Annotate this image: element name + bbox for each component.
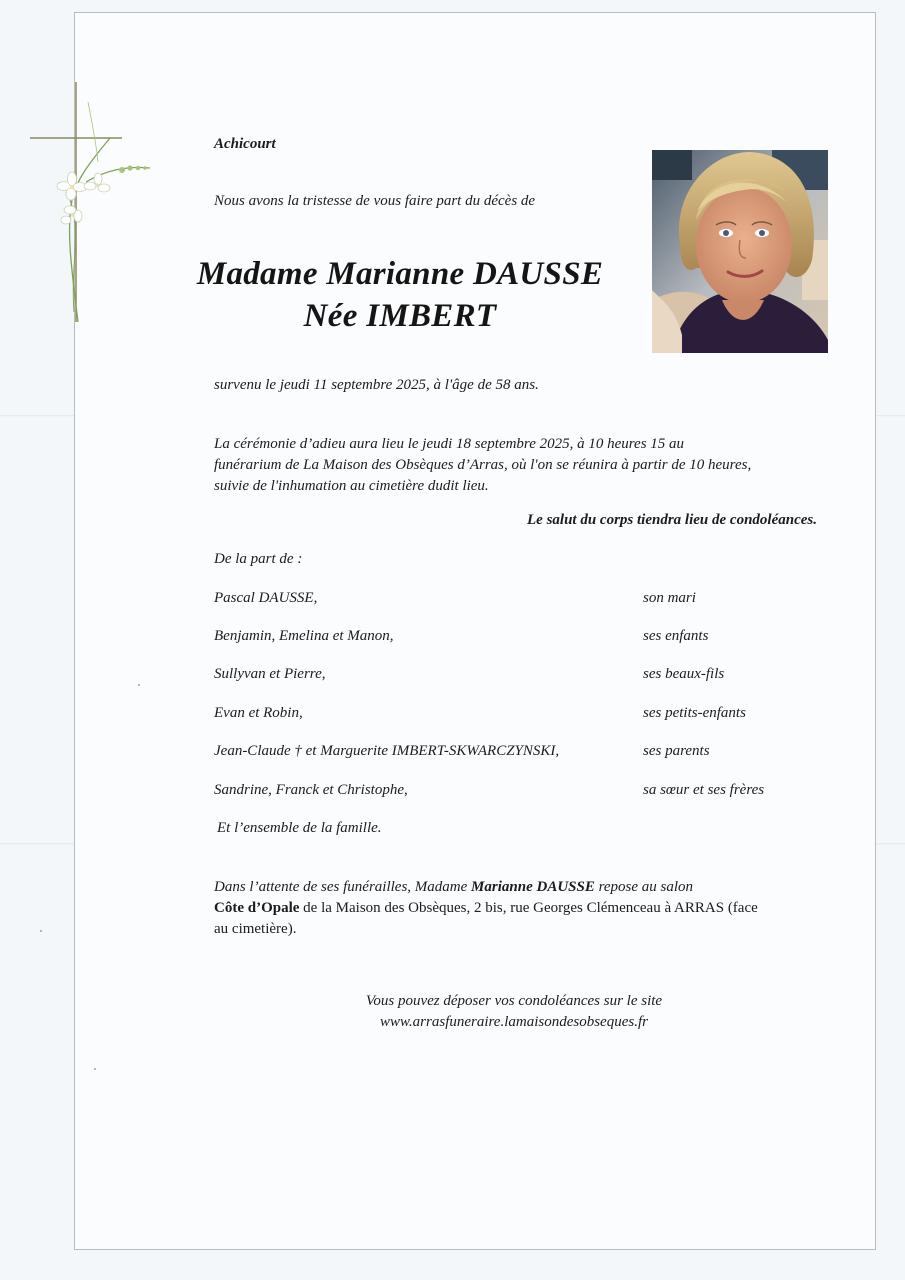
family-member-relation: ses petits-enfants bbox=[643, 705, 746, 721]
reposing-paragraph bbox=[214, 877, 824, 940]
family-member-name: Benjamin, Emelina et Manon, bbox=[214, 628, 394, 644]
ceremony-line: suivie de l'inhumation au cimetière dudit lieu. bbox=[214, 478, 489, 494]
salon-name: Côte d’Opale bbox=[214, 900, 300, 916]
ceremony-line: La cérémonie d’adieu aura lieu le jeudi 18 septembre 2025, à 10 heures 15 au bbox=[214, 436, 685, 452]
family-member-name: Sullyvan et Pierre, bbox=[214, 666, 326, 682]
family-member-relation: sa sœur et ses frères bbox=[643, 782, 765, 798]
reposing-text: repose au salon bbox=[594, 879, 694, 895]
condolences-note: Le salut du corps tiendra lieu de condoléances. bbox=[527, 512, 817, 528]
family-member-name: Evan et Robin, bbox=[214, 705, 303, 721]
maiden-name: Née IMBERT bbox=[303, 298, 497, 334]
family-member-relation: ses parents bbox=[643, 743, 710, 759]
whole-family-text: Et l’ensemble de la famille. bbox=[217, 820, 382, 836]
from-label: De la part de : bbox=[214, 551, 303, 567]
family-member-name: Pascal DAUSSE, bbox=[214, 590, 318, 606]
family-member-name: Jean-Claude † et Marguerite IMBERT-SKWARCZYNSKI, bbox=[214, 743, 560, 759]
reposing-text: Dans l’attente de ses funérailles, Madame bbox=[214, 879, 472, 895]
scan-speck bbox=[94, 1068, 96, 1070]
reposing-name: Marianne DAUSSE bbox=[471, 879, 595, 895]
deceased-name: Madame Marianne DAUSSE bbox=[196, 256, 604, 292]
portrait-photo bbox=[652, 150, 828, 353]
scan-speck bbox=[40, 930, 42, 932]
intro-text: Nous avons la tristesse de vous faire part du décès de bbox=[214, 193, 536, 209]
condolences-website-link[interactable]: www.arrasfuneraire.lamaisondesobseques.fr bbox=[380, 1014, 648, 1030]
place-name: Achicourt bbox=[214, 136, 276, 152]
family-member-relation: ses enfants bbox=[643, 628, 709, 644]
online-condolences-text: Vous pouvez déposer vos condoléances sur le site bbox=[365, 993, 663, 1009]
reposing-address: au cimetière). bbox=[214, 921, 297, 937]
ceremony-paragraph bbox=[214, 434, 824, 497]
family-member-relation: ses beaux-fils bbox=[643, 666, 725, 682]
family-member-name: Sandrine, Franck et Christophe, bbox=[214, 782, 408, 798]
scan-speck bbox=[138, 684, 140, 686]
ceremony-line: funérarium de La Maison des Obsèques d’Arras, où l'on se réunira à partir de 10 heures, bbox=[214, 457, 752, 473]
death-date-text: survenu le jeudi 11 septembre 2025, à l'âge de 58 ans. bbox=[214, 377, 539, 393]
family-member-relation: son mari bbox=[643, 590, 696, 606]
reposing-address: de la Maison des Obsèques, 2 bis, rue Georges Clémenceau à ARRAS (face bbox=[299, 900, 758, 916]
cross-with-orchids-icon bbox=[26, 82, 166, 327]
